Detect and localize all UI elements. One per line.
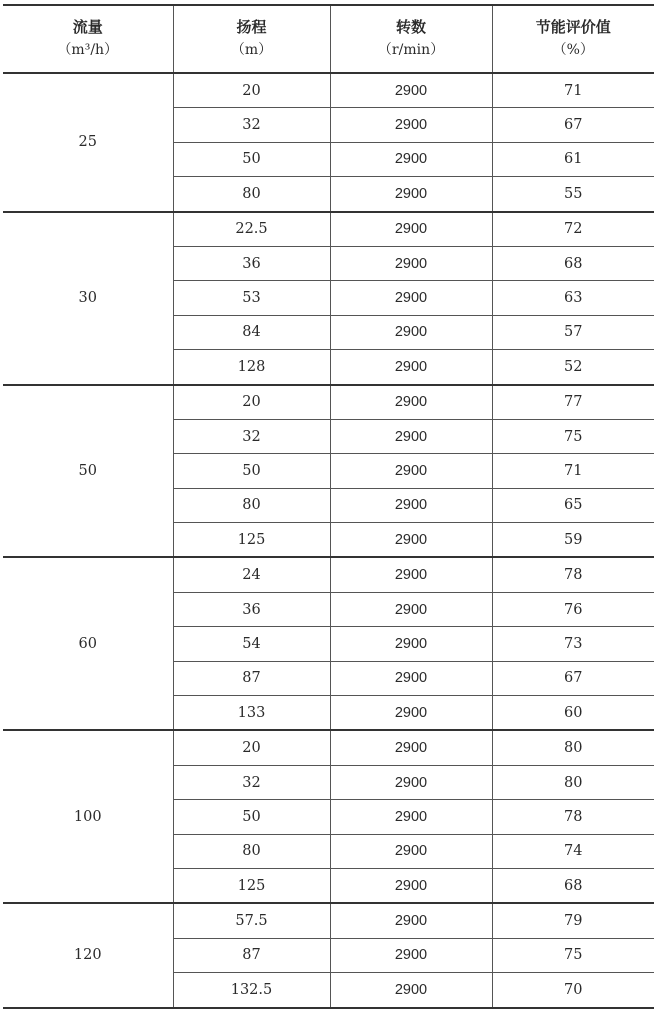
cell-efficiency: 57	[492, 315, 654, 349]
cell-head: 36	[173, 592, 330, 626]
cell-head: 133	[173, 696, 330, 731]
cell-head: 125	[173, 523, 330, 558]
cell-head: 84	[173, 315, 330, 349]
cell-efficiency: 77	[492, 385, 654, 420]
cell-speed: 2900	[330, 419, 492, 453]
cell-speed: 2900	[330, 765, 492, 799]
header-flow	[3, 5, 173, 73]
cell-head: 50	[173, 454, 330, 488]
table-row	[3, 73, 654, 108]
table-body	[3, 73, 654, 1008]
cell-flow: 25	[3, 73, 173, 212]
cell-head: 50	[173, 800, 330, 834]
cell-efficiency: 75	[492, 938, 654, 972]
cell-flow: 100	[3, 730, 173, 903]
cell-efficiency: 61	[492, 142, 654, 176]
cell-efficiency: 78	[492, 557, 654, 592]
cell-efficiency: 68	[492, 246, 654, 280]
cell-efficiency: 67	[492, 661, 654, 695]
cell-speed: 2900	[330, 454, 492, 488]
cell-speed: 2900	[330, 938, 492, 972]
table-row	[3, 557, 654, 592]
header-efficiency	[492, 5, 654, 73]
cell-speed: 2900	[330, 350, 492, 385]
cell-efficiency: 75	[492, 419, 654, 453]
cell-head: 53	[173, 281, 330, 315]
cell-head: 57.5	[173, 903, 330, 938]
cell-efficiency: 74	[492, 834, 654, 868]
cell-head: 54	[173, 627, 330, 661]
cell-head: 125	[173, 868, 330, 903]
header-head-label: 扬程	[236, 18, 267, 36]
cell-speed: 2900	[330, 592, 492, 626]
cell-head: 24	[173, 557, 330, 592]
cell-speed: 2900	[330, 868, 492, 903]
cell-efficiency: 59	[492, 523, 654, 558]
cell-head: 50	[173, 142, 330, 176]
cell-efficiency: 67	[492, 108, 654, 142]
cell-speed: 2900	[330, 834, 492, 868]
cell-speed: 2900	[330, 661, 492, 695]
cell-speed: 2900	[330, 488, 492, 522]
cell-head: 22.5	[173, 212, 330, 247]
cell-head: 32	[173, 108, 330, 142]
cell-speed: 2900	[330, 281, 492, 315]
cell-speed: 2900	[330, 177, 492, 212]
table-header	[3, 5, 654, 73]
header-speed	[330, 5, 492, 73]
cell-efficiency: 79	[492, 903, 654, 938]
cell-head: 87	[173, 661, 330, 695]
cell-efficiency: 70	[492, 973, 654, 1008]
header-head	[173, 5, 330, 73]
cell-flow: 30	[3, 212, 173, 385]
table-row	[3, 903, 654, 938]
cell-speed: 2900	[330, 108, 492, 142]
cell-speed: 2900	[330, 315, 492, 349]
cell-efficiency: 52	[492, 350, 654, 385]
header-speed-label: 转数	[395, 18, 426, 36]
header-speed-unit: （r/min）	[377, 42, 445, 58]
cell-speed: 2900	[330, 903, 492, 938]
cell-head: 132.5	[173, 973, 330, 1008]
cell-efficiency: 80	[492, 730, 654, 765]
cell-speed: 2900	[330, 385, 492, 420]
header-row	[3, 5, 654, 73]
cell-speed: 2900	[330, 142, 492, 176]
cell-speed: 2900	[330, 212, 492, 247]
cell-head: 20	[173, 73, 330, 108]
cell-efficiency: 80	[492, 765, 654, 799]
cell-speed: 2900	[330, 973, 492, 1008]
cell-speed: 2900	[330, 730, 492, 765]
cell-efficiency: 60	[492, 696, 654, 731]
cell-head: 80	[173, 177, 330, 212]
cell-efficiency: 71	[492, 454, 654, 488]
cell-efficiency: 55	[492, 177, 654, 212]
cell-flow: 50	[3, 385, 173, 558]
header-flow-unit: （m³/h）	[57, 42, 119, 58]
cell-speed: 2900	[330, 73, 492, 108]
cell-speed: 2900	[330, 627, 492, 661]
cell-speed: 2900	[330, 800, 492, 834]
header-head-unit: （m）	[230, 42, 273, 58]
header-efficiency-label: 节能评价值	[535, 18, 611, 36]
cell-head: 80	[173, 488, 330, 522]
cell-speed: 2900	[330, 523, 492, 558]
cell-efficiency: 71	[492, 73, 654, 108]
cell-head: 36	[173, 246, 330, 280]
cell-efficiency: 78	[492, 800, 654, 834]
cell-flow: 120	[3, 903, 173, 1007]
table-row	[3, 212, 654, 247]
header-flow-label: 流量	[72, 18, 103, 36]
cell-efficiency: 68	[492, 868, 654, 903]
cell-head: 32	[173, 765, 330, 799]
cell-efficiency: 72	[492, 212, 654, 247]
cell-efficiency: 65	[492, 488, 654, 522]
cell-flow: 60	[3, 557, 173, 730]
cell-head: 128	[173, 350, 330, 385]
cell-head: 87	[173, 938, 330, 972]
table-row	[3, 730, 654, 765]
cell-efficiency: 63	[492, 281, 654, 315]
pump-efficiency-table	[3, 4, 654, 1009]
cell-efficiency: 76	[492, 592, 654, 626]
header-efficiency-unit: （%）	[552, 42, 594, 58]
cell-head: 80	[173, 834, 330, 868]
cell-speed: 2900	[330, 557, 492, 592]
table-row	[3, 385, 654, 420]
cell-head: 20	[173, 730, 330, 765]
cell-head: 32	[173, 419, 330, 453]
cell-speed: 2900	[330, 246, 492, 280]
cell-speed: 2900	[330, 696, 492, 731]
cell-head: 20	[173, 385, 330, 420]
cell-efficiency: 73	[492, 627, 654, 661]
